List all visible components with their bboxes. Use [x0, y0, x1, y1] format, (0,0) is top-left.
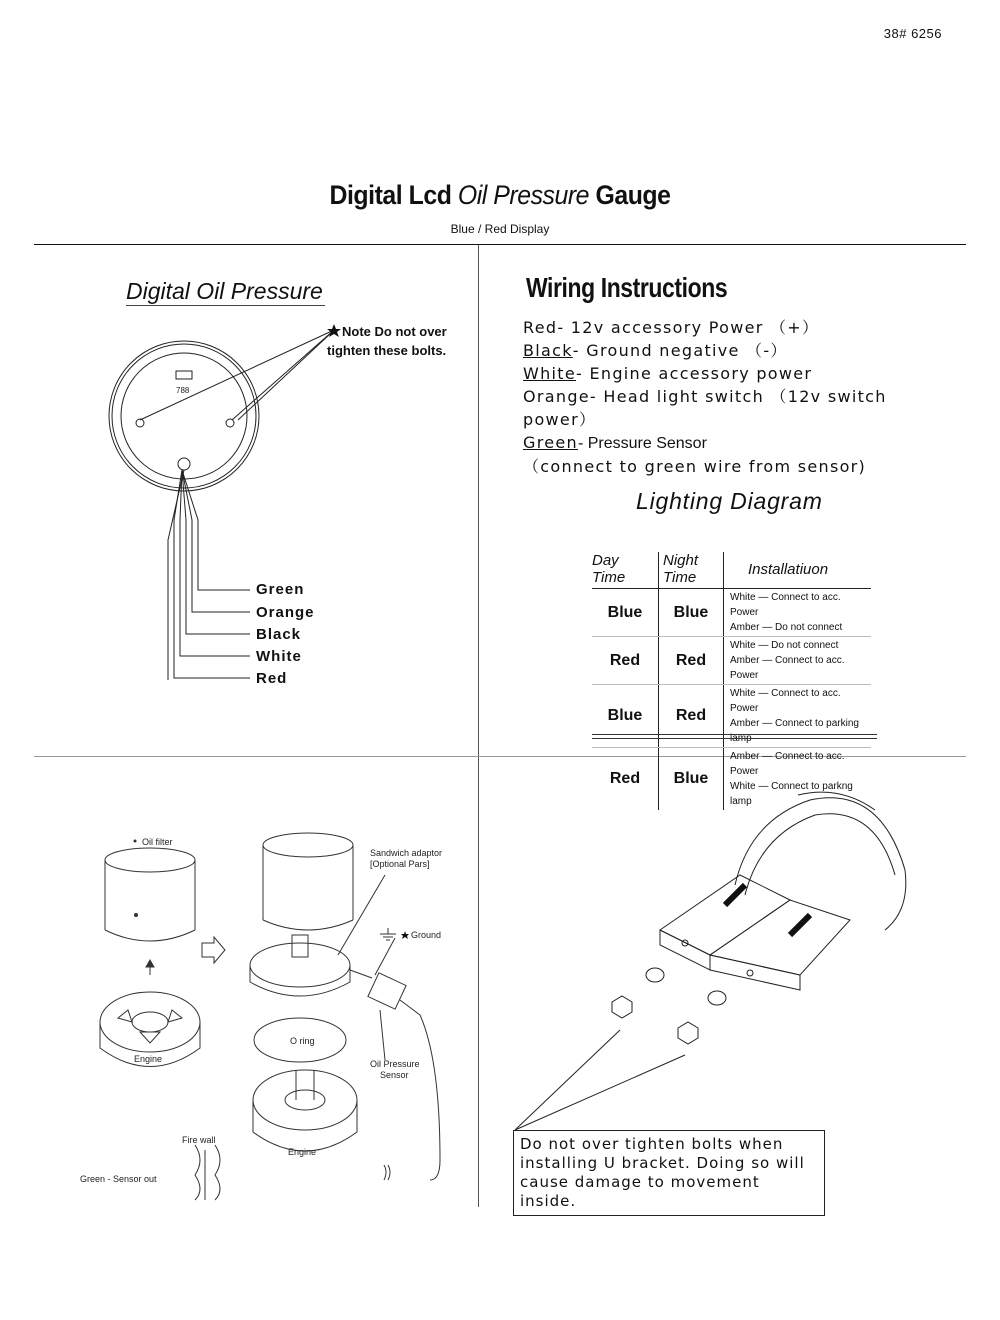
hollow-arrow-icon	[202, 937, 225, 963]
wire-red-desc: - 12v accessory Power （+）	[557, 318, 820, 337]
label-oil-filter: Oil filter	[142, 837, 173, 847]
header-installation: Installatiuon	[724, 552, 872, 589]
ground-icon	[380, 928, 396, 940]
label-engine-right: Engine	[288, 1147, 317, 1157]
wiring-orange-line2: power）	[523, 410, 597, 429]
label-sensor1: Oil Pressure	[370, 1059, 420, 1069]
row4-inst1: Amber — Connect to acc. Power	[730, 751, 845, 777]
nuts-and-washers	[612, 968, 726, 1044]
oil-filter-left	[105, 848, 195, 941]
row2-day: Red	[592, 637, 659, 685]
bracket-warning-box	[513, 1130, 825, 1216]
document-id: 38# 6256	[883, 26, 942, 41]
row1-night: Blue	[659, 589, 724, 637]
engine-base-right	[253, 1070, 357, 1151]
label-ground: Ground	[411, 930, 442, 940]
bracket-leader-1	[515, 1030, 620, 1130]
gauge-digits: 788	[176, 386, 190, 395]
wire-red-name: Red	[523, 318, 558, 337]
row2-inst2: Amber — Connect to acc. Power	[730, 655, 845, 681]
label-fire-wall: Fire wall	[182, 1135, 216, 1145]
wiring-instructions-title: Wiring Instructions	[526, 272, 728, 303]
installation-diagram	[0, 760, 478, 1210]
gauge-wiring-diagram	[0, 0, 480, 750]
row1-inst2: Amber — Do not connect	[730, 622, 843, 633]
header-night-time: Night Time	[659, 552, 724, 589]
row1-installation	[724, 589, 872, 637]
title-part1: Digital Lcd	[329, 180, 452, 210]
row1-day: Blue	[592, 589, 659, 637]
title-part3: Gauge	[595, 180, 671, 210]
lighting-diagram-title: Lighting Diagram	[636, 488, 823, 514]
wire-white-name: White	[523, 364, 577, 383]
page-subtitle: Blue / Red Display	[450, 222, 550, 236]
ground-star-icon	[401, 931, 409, 939]
label-sandwich1: Sandwich adaptor	[370, 848, 443, 858]
oil-filter-right	[263, 833, 353, 930]
header-day-time: Day Time	[592, 552, 659, 589]
row2-installation	[724, 637, 872, 685]
wiring-red-row	[523, 316, 887, 339]
row3-inst2: Amber — Connect to parking lamp	[730, 718, 859, 744]
lighting-row	[592, 637, 871, 685]
gauge-body	[735, 792, 906, 930]
label-sensor2: Sensor	[380, 1070, 409, 1080]
wire-green-desc: - Pressure Sensor	[577, 435, 707, 452]
note-line2: tighten these bolts.	[327, 343, 447, 358]
oil-pressure-sensor	[368, 973, 420, 1015]
bolt-note	[327, 322, 447, 360]
wiring-instructions	[523, 316, 887, 478]
label-o-ring: O ring	[290, 1036, 315, 1046]
warning-line3: cause damage to movement inside.	[520, 1173, 760, 1210]
wire-label-red: Red	[256, 670, 288, 687]
sandwich-adaptor	[250, 935, 372, 996]
wire-label-black: Black	[256, 626, 302, 643]
note-line1: Note Do not over	[342, 324, 447, 339]
warning-line1: Do not over tighten bolts when	[520, 1135, 784, 1153]
row1-inst1: White — Connect to acc. Power	[730, 592, 841, 618]
digital-oil-pressure-title: Digital Oil Pressure	[126, 278, 323, 304]
label-engine-left: Engine	[134, 1054, 163, 1064]
table-bottom-rule	[592, 734, 877, 739]
wire-label-green: Green	[256, 581, 305, 598]
firewall	[195, 1145, 220, 1200]
label-green-sensor: Green - Sensor out	[80, 1174, 157, 1184]
row3-night: Red	[659, 685, 724, 748]
title-part2: Oil Pressure	[457, 180, 590, 210]
row2-inst1: White — Do not connect	[730, 640, 839, 651]
row4-day: Red	[592, 748, 659, 811]
bolts	[725, 885, 810, 935]
label-sandwich2: [Optional Pars]	[370, 859, 430, 869]
row3-inst1: White — Connect to acc. Power	[730, 688, 841, 714]
wire-white-desc: - Engine accessory power	[576, 364, 813, 383]
wiring-green-note: （connect to green wire from sensor)	[523, 457, 867, 476]
wiring-black-row	[523, 339, 887, 362]
wire-black-desc: - Ground negative （-）	[572, 341, 788, 360]
wiring-green-row	[523, 431, 887, 455]
wire-bundle	[168, 470, 250, 680]
bracket-leader-2	[515, 1055, 685, 1130]
note-leader-lines	[140, 330, 334, 420]
wiring-white-row	[523, 362, 887, 385]
wire-label-white: White	[256, 648, 302, 665]
wire-black-name: Black	[523, 341, 573, 360]
lighting-header-row	[592, 552, 871, 589]
row4-inst2: White — Connect to parkng lamp	[730, 781, 853, 807]
row3-day: Blue	[592, 685, 659, 748]
u-bracket	[660, 875, 850, 990]
wire-green-name: Green	[523, 433, 578, 452]
wiring-orange-line1: Orange- Head light switch （12v switch	[523, 387, 887, 406]
row2-night: Red	[659, 637, 724, 685]
row4-night: Blue	[659, 748, 724, 811]
warning-line2: installing U bracket. Doing so will	[520, 1154, 805, 1172]
wire-label-orange: Orange	[256, 604, 315, 621]
lighting-row	[592, 589, 871, 637]
